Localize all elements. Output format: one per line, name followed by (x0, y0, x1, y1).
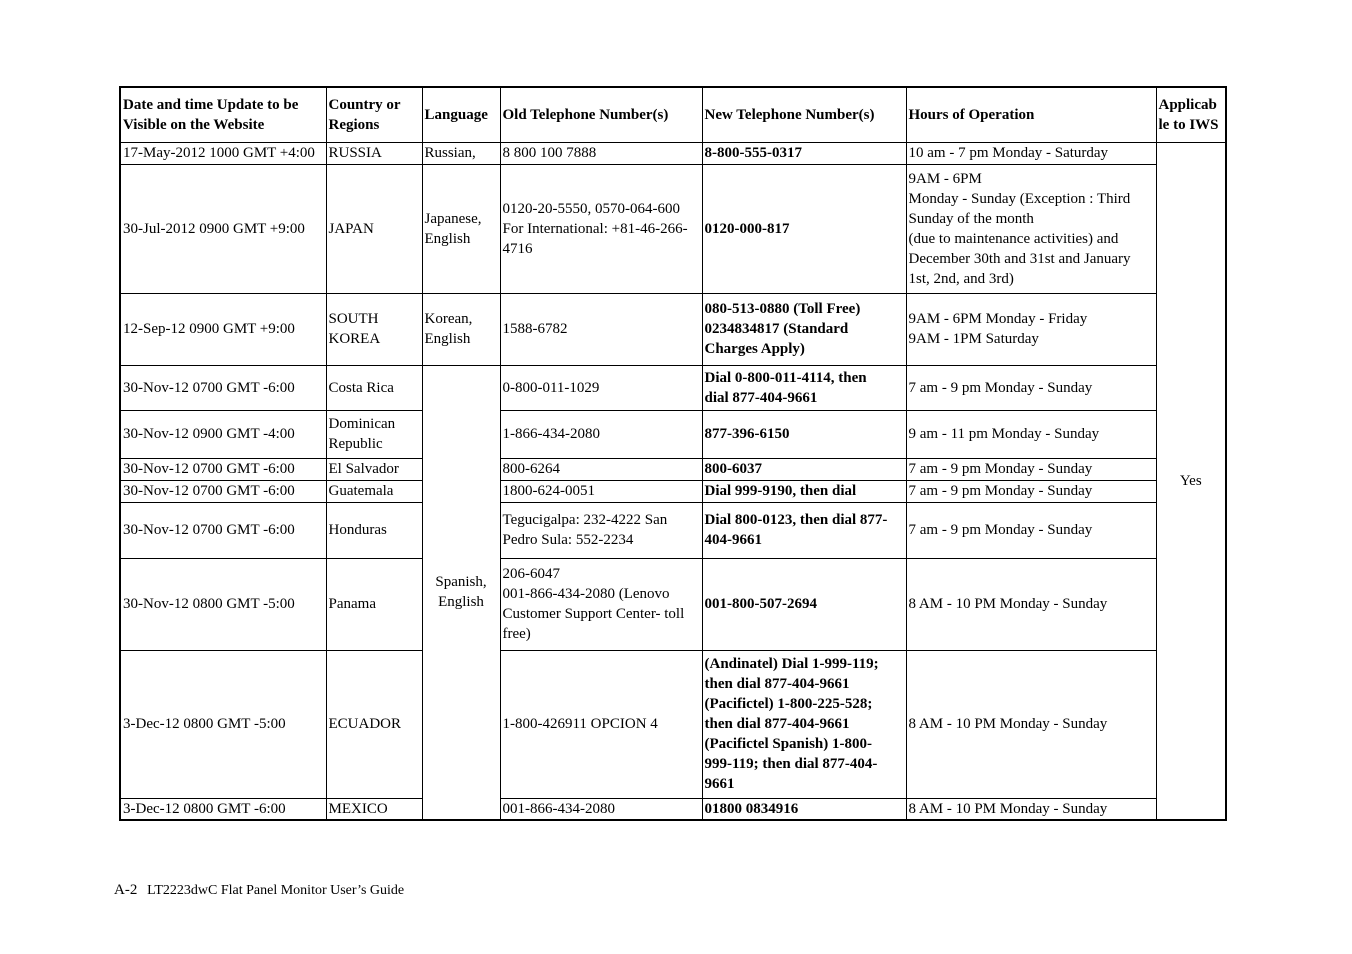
support-phone-table (119, 86, 1227, 821)
new-phone-cell: 0120-000-817 (702, 164, 906, 293)
guide-title: LT2223dwC Flat Panel Monitor User’s Guide (147, 883, 405, 898)
header-hours: Hours of Operation (906, 87, 1156, 142)
old-phone-cell: 8 800 100 7888 (500, 142, 702, 164)
date-cell: 30-Nov-12 0900 GMT -4:00 (120, 410, 326, 458)
country-cell: MEXICO (326, 798, 422, 820)
table-row (120, 558, 1226, 650)
date-cell: 3-Dec-12 0800 GMT -5:00 (120, 650, 326, 798)
table-row (120, 458, 1226, 480)
old-phone-cell: 206-6047 001-866-434-2080 (Lenovo Customer Support Center- toll free) (500, 558, 702, 650)
new-phone-cell: 800-6037 (702, 458, 906, 480)
date-cell: 17-May-2012 1000 GMT +4:00 (120, 142, 326, 164)
old-phone-cell: 001-866-434-2080 (500, 798, 702, 820)
hours-cell: 7 am - 9 pm Monday - Sunday (906, 365, 1156, 410)
table-row (120, 798, 1226, 820)
country-cell: JAPAN (326, 164, 422, 293)
country-cell: Dominican Republic (326, 410, 422, 458)
country-cell: Costa Rica (326, 365, 422, 410)
date-cell: 30-Nov-12 0800 GMT -5:00 (120, 558, 326, 650)
date-cell: 30-Nov-12 0700 GMT -6:00 (120, 458, 326, 480)
country-cell: Honduras (326, 502, 422, 558)
hours-cell: 9 am - 11 pm Monday - Sunday (906, 410, 1156, 458)
language-cell: Korean, English (422, 293, 500, 365)
applicable-cell: Yes (1156, 142, 1226, 820)
old-phone-cell: 1-800-426911 OPCION 4 (500, 650, 702, 798)
date-cell: 30-Nov-12 0700 GMT -6:00 (120, 502, 326, 558)
header-new-phone: New Telephone Number(s) (702, 87, 906, 142)
hours-cell: 8 AM - 10 PM Monday - Sunday (906, 650, 1156, 798)
country-cell: Panama (326, 558, 422, 650)
hours-cell: 9AM - 6PM Monday - Sunday (Exception : Third Sunday of the month (due to maintenance activities) and December 30th and 31st and January 1st, 2nd, and 3rd) (906, 164, 1156, 293)
hours-cell: 7 am - 9 pm Monday - Sunday (906, 480, 1156, 502)
old-phone-cell: 0-800-011-1029 (500, 365, 702, 410)
header-country: Country or Regions (326, 87, 422, 142)
old-phone-cell: Tegucigalpa: 232-4222 San Pedro Sula: 552-2234 (500, 502, 702, 558)
country-cell: Guatemala (326, 480, 422, 502)
header-old-phone: Old Telephone Number(s) (500, 87, 702, 142)
hours-cell: 10 am - 7 pm Monday - Saturday (906, 142, 1156, 164)
date-cell: 30-Jul-2012 0900 GMT +9:00 (120, 164, 326, 293)
language-cell: Japanese, English (422, 164, 500, 293)
table-row (120, 480, 1226, 502)
hours-cell: 8 AM - 10 PM Monday - Sunday (906, 798, 1156, 820)
new-phone-cell: Dial 999-9190, then dial (702, 480, 906, 502)
page-number: A-2 (114, 882, 138, 898)
new-phone-cell: 01800 0834916 (702, 798, 906, 820)
hours-cell: 9AM - 6PM Monday - Friday 9AM - 1PM Saturday (906, 293, 1156, 365)
new-phone-cell: Dial 800-0123, then dial 877- 404-9661 (702, 502, 906, 558)
hours-cell: 8 AM - 10 PM Monday - Sunday (906, 558, 1156, 650)
new-phone-cell: 001-800-507-2694 (702, 558, 906, 650)
table-row (120, 410, 1226, 458)
table-row (120, 502, 1226, 558)
table-row (120, 365, 1226, 410)
date-cell: 3-Dec-12 0800 GMT -6:00 (120, 798, 326, 820)
new-phone-cell: Dial 0-800-011-4114, then dial 877-404-9661 (702, 365, 906, 410)
country-cell: SOUTH KOREA (326, 293, 422, 365)
page-footer (114, 882, 410, 899)
language-cell: Russian, (422, 142, 500, 164)
hours-cell: 7 am - 9 pm Monday - Sunday (906, 502, 1156, 558)
old-phone-cell: 800-6264 (500, 458, 702, 480)
date-cell: 30-Nov-12 0700 GMT -6:00 (120, 480, 326, 502)
table-header-row (120, 87, 1226, 142)
table-row (120, 293, 1226, 365)
old-phone-cell: 1-866-434-2080 (500, 410, 702, 458)
new-phone-cell: (Andinatel) Dial 1-999-119; then dial 877-404-9661 (Pacifictel) 1-800-225-528; then dial 877-404-9661 (Pacifictel Spanish) 1-800- 999-119; then dial 877-404- 9661 (702, 650, 906, 798)
table-row (120, 142, 1226, 164)
country-cell: El Salvador (326, 458, 422, 480)
country-cell: RUSSIA (326, 142, 422, 164)
country-cell: ECUADOR (326, 650, 422, 798)
hours-cell: 7 am - 9 pm Monday - Sunday (906, 458, 1156, 480)
header-date: Date and time Update to be Visible on the Website (120, 87, 326, 142)
old-phone-cell: 1588-6782 (500, 293, 702, 365)
old-phone-cell: 1800-624-0051 (500, 480, 702, 502)
date-cell: 30-Nov-12 0700 GMT -6:00 (120, 365, 326, 410)
new-phone-cell: 877-396-6150 (702, 410, 906, 458)
table-row (120, 650, 1226, 798)
new-phone-cell: 080-513-0880 (Toll Free) 0234834817 (Standard Charges Apply) (702, 293, 906, 365)
old-phone-cell: 0120-20-5550, 0570-064-600 For International: +81-46-266- 4716 (500, 164, 702, 293)
table-row (120, 164, 1226, 293)
header-language: Language (422, 87, 500, 142)
new-phone-cell: 8-800-555-0317 (702, 142, 906, 164)
date-cell: 12-Sep-12 0900 GMT +9:00 (120, 293, 326, 365)
header-applicable: Applicab le to IWS (1156, 87, 1226, 142)
language-cell-spanish: Spanish, English (422, 365, 500, 820)
